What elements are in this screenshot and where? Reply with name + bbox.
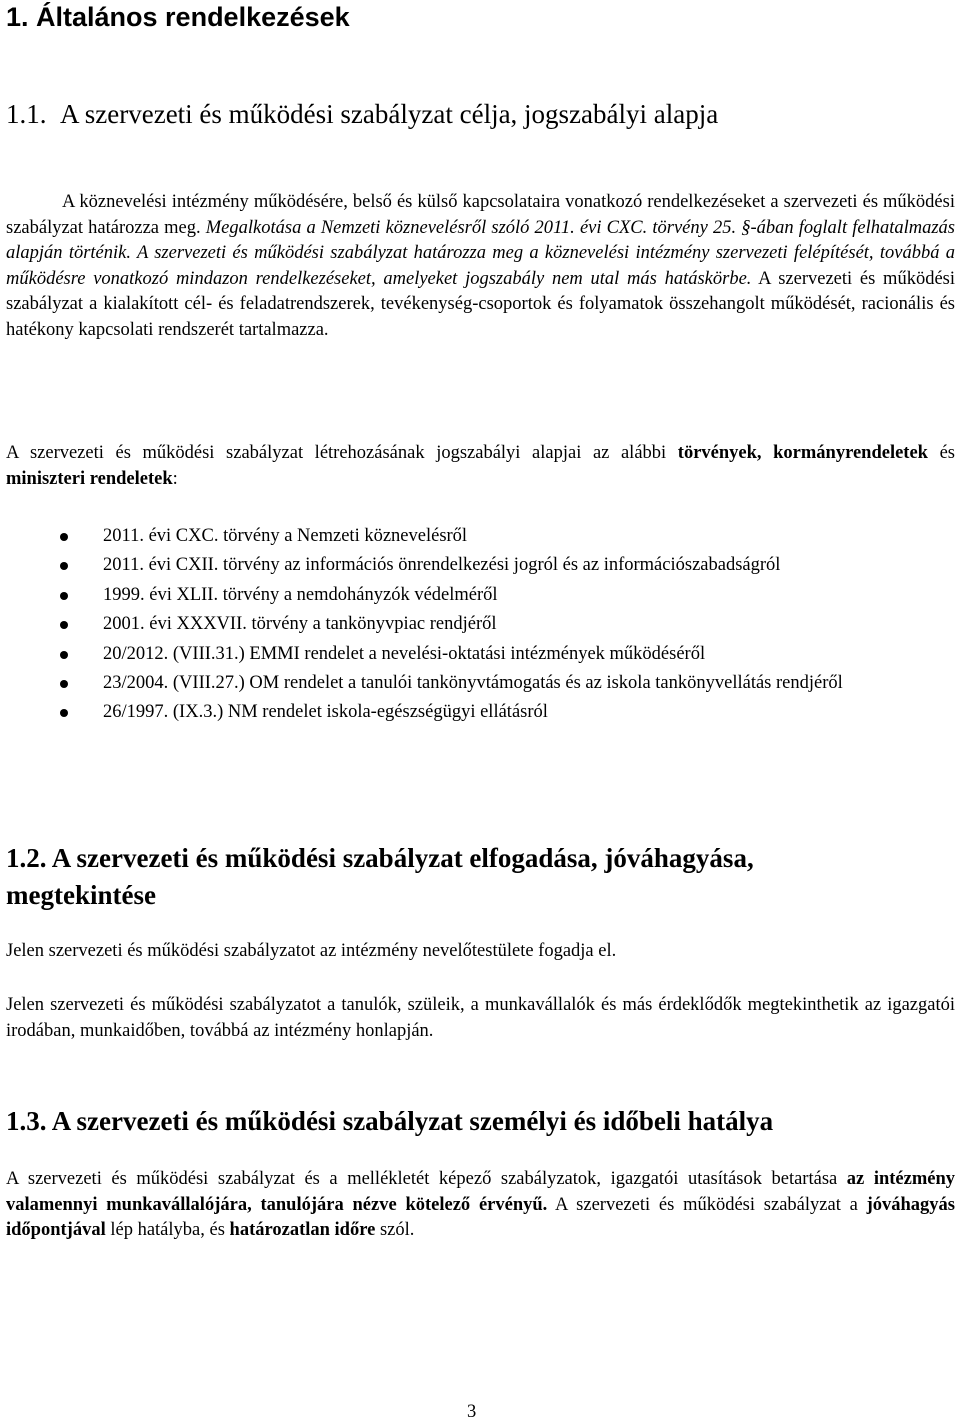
- scope-text-3: lép hatályba, és: [105, 1220, 230, 1241]
- section-1-1-title: A szervezeti és működési szabályzat célja, jogszabályi alapja: [60, 99, 719, 129]
- law-item-text: 20/2012. (VIII.31.) EMMI rendelet a nevelési-oktatási intézmények működéséről: [103, 643, 706, 664]
- legal-basis-text-1: A szervezeti és működési szabályzat létrehozásának jogszabályi alapjai az alábbi: [6, 443, 678, 463]
- list-item: [6, 553, 955, 578]
- scope-text-2: A szervezeti és működési szabályzat a: [547, 1194, 867, 1215]
- scope-bold-1: az intézmény valamennyi munkavállalójára, tanulójára nézve kötelező érvényű.: [6, 1169, 955, 1215]
- viewing-paragraph: Jelen szervezeti és működési szabályzatot a tanulók, szüleik, a munkavállalók és más érdeklődők megtekinthetik az igazgatói irodában, munkaidőben, továbbá az intézmény honlapján.: [6, 995, 955, 1041]
- list-item: [6, 583, 955, 608]
- law-list: [6, 524, 955, 730]
- bullet-icon: [60, 562, 68, 570]
- section-1-3-heading: 1.3. A szervezeti és működési szabályzat személyi és időbeli hatálya: [6, 1106, 774, 1136]
- bullet-icon: [60, 621, 68, 629]
- list-item: [6, 700, 955, 725]
- law-item-text: 1999. évi XLII. törvény a nemdohányzók védelméről: [103, 584, 498, 605]
- legal-basis-bold-1: törvények, kormányrendeletek: [677, 443, 928, 463]
- purpose-text-3: A szervezeti és működési szabályzat a kialakított cél- és feladatrendszerek, tevékenység-csoportok és folyamatok összehangolt működését, racionális és hatékony kapcsolati rendszerét tartalmazza.: [6, 268, 955, 340]
- law-item-text: 2011. évi CXC. törvény a Nemzeti köznevelésről: [103, 526, 468, 546]
- section-1-1-heading: [6, 96, 718, 133]
- bullet-icon: [60, 680, 68, 688]
- section-1-1-number: 1.1.: [6, 99, 47, 129]
- scope-text-1: A szervezeti és működési szabályzat és a mellékletét képező szabályzatok, igazgatói utasítások betartása: [6, 1169, 847, 1189]
- legal-basis-bold-2: miniszteri rendeletek: [6, 468, 173, 489]
- scope-bold-2: jóváhagyás időpontjával: [6, 1194, 955, 1241]
- legal-basis-text-2: és: [927, 443, 955, 463]
- list-item: [6, 671, 955, 696]
- legal-basis-text-3: :: [172, 468, 178, 489]
- section-1-heading: 1. Általános rendelkezések: [6, 2, 350, 32]
- scope-paragraph: [6, 1167, 955, 1244]
- law-item-text: 2011. évi CXII. törvény az információs önrendelkezési jogról és az információszabadságról: [103, 555, 781, 576]
- list-item: [6, 524, 955, 549]
- purpose-paragraph: [6, 190, 955, 344]
- list-item: [6, 642, 955, 667]
- bullet-icon: [60, 709, 68, 717]
- purpose-text-1: A köznevelési intézmény működésére, belső és külső kapcsolataira vonatkozó rendelkezéseket a szervezeti és működési szabályzat határozza meg.: [6, 192, 955, 238]
- legal-basis-paragraph: [6, 441, 955, 492]
- law-item-text: 2001. évi XXXVII. törvény a tankönyvpiac rendjéről: [103, 614, 497, 635]
- bullet-icon: [60, 533, 68, 541]
- page-number: 3: [467, 1402, 477, 1422]
- scope-bold-3: határozatlan időre: [229, 1220, 376, 1241]
- list-item: [6, 612, 955, 637]
- purpose-text-italic: Megalkotása a Nemzeti köznevelésről szóló 2011. évi CXC. törvény 25. §-ában foglalt felhatalmazás alapján történik. A szervezeti és működési szabályzat határozza meg a köznevelési intézmény szervezeti felépítését, továbbá a működésre vonatkozó mindazon rendelkezéseket, amelyeket jogszabály nem utal más hatáskörbe.: [6, 217, 955, 289]
- bullet-icon: [60, 592, 68, 600]
- scope-text-4: szól.: [375, 1220, 415, 1241]
- bullet-icon: [60, 651, 68, 659]
- law-item-text: 26/1997. (IX.3.) NM rendelet iskola-egészségügyi ellátásról: [103, 702, 548, 723]
- law-item-text: 23/2004. (VIII.27.) OM rendelet a tanulói tankönyvtámogatás és az iskola tankönyvellátás rendjéről: [103, 673, 843, 694]
- section-1-2-heading: 1.2. A szervezeti és működési szabályzat elfogadása, jóváhagyása, megtekintése: [6, 843, 754, 910]
- adoption-paragraph: Jelen szervezeti és működési szabályzatot az intézmény nevelőtestülete fogadja el.: [6, 941, 617, 961]
